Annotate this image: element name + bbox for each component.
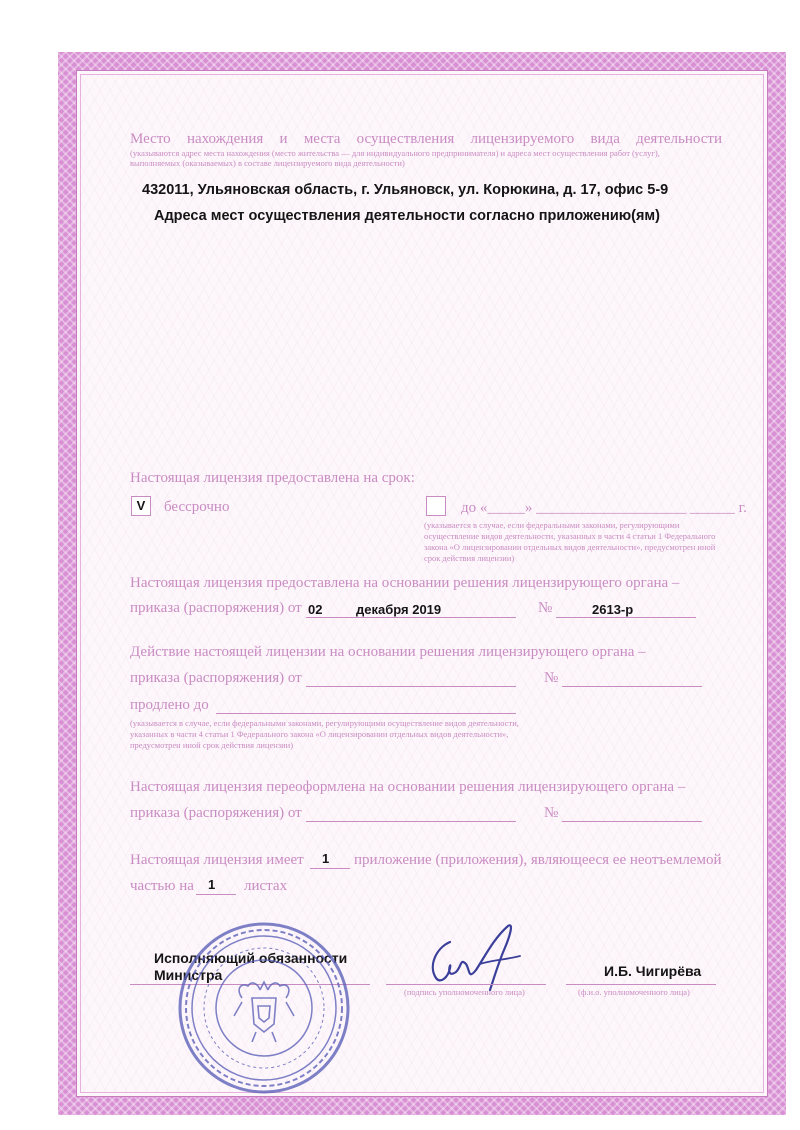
grant-order-month-year: декабря 2019 (356, 602, 442, 617)
appendix-line1-prefix: Настоящая лицензия имеет (130, 852, 304, 868)
location-title: Место нахождения и места осуществления лицензируемого вида деятельности (130, 131, 722, 147)
until-date-label: до «_____» ____________________ ______ г. (461, 500, 747, 516)
appendix-line1-suffix: приложение (приложения), являющееся ее неотъемлемой (354, 852, 722, 868)
appendix-line2-prefix: частью на (130, 878, 194, 894)
extended-until-line (216, 713, 516, 714)
location-note-line2: выполняемых (оказываемых) в составе лицензируемого вида деятельности) (130, 158, 405, 168)
appendix-count-line (310, 868, 350, 869)
handwritten-signature (410, 920, 530, 992)
until-date-checkbox (426, 496, 446, 516)
signatory-name: И.Б. Чигирёва (604, 963, 702, 979)
extension-order-label: приказа (распоряжения) от (130, 670, 302, 686)
official-stamp (176, 920, 352, 1096)
appendix-sheets-line (196, 894, 236, 895)
indefinite-label: бессрочно (164, 499, 230, 515)
grant-number-line (556, 617, 696, 618)
indefinite-checkbox: V (131, 496, 151, 516)
extension-number-line (562, 686, 702, 687)
name-line (566, 984, 716, 985)
addresses-appendix-line: Адреса мест осуществления деятельности согласно приложению(ям) (154, 208, 660, 224)
term-label: Настоящая лицензия предоставлена на срок: (130, 470, 415, 486)
location-note-line1: (указываются адрес места нахождения (место жительства — для индивидуального предпринимателя) и адреса мест осуществления работ (услуг), (130, 148, 660, 158)
reissue-number-line (562, 821, 702, 822)
grant-order-day: 02 (308, 602, 323, 617)
address-line: 432011, Ульяновская область, г. Ульяновск, ул. Корюкина, д. 17, офис 5-9 (142, 182, 669, 198)
extension-date-line (306, 686, 516, 687)
name-note: (ф.и.о. уполномоченного лица) (578, 987, 690, 997)
until-date-note: (указывается в случае, если федеральными законами, регулирующими осуществление видов деятельности, указанных в части 4 статьи 1 Федерального закона «О лицензировании отдельных видов деятельности», предусмотрен иной срок действия лицензии) (424, 520, 716, 563)
grant-order-number: 2613-р (592, 602, 634, 617)
reissue-date-line (306, 821, 516, 822)
signatory-position: Исполняющий обязанности Министра (154, 950, 348, 983)
coat-of-arms-eagle (234, 982, 294, 1042)
appendix-count: 1 (322, 851, 330, 866)
appendix-line2-suffix: листах (244, 878, 288, 894)
grant-date-line (306, 617, 516, 618)
grant-basis-line: Настоящая лицензия предоставлена на основании решения лицензирующего органа – (130, 575, 680, 591)
extended-until-label: продлено до (130, 697, 209, 713)
extension-note: (указывается в случае, если федеральными законами, регулирующими осуществление видов деятельности, указанных в части 4 статьи 1 Федерального закона «О лицензировании отдельных видов деятельности», предусмотрен иной срок действия лицензии) (130, 718, 519, 750)
grant-number-label: № (538, 600, 553, 616)
signature-line (386, 984, 546, 985)
extension-basis-line: Действие настоящей лицензии на основании решения лицензирующего органа – (130, 644, 646, 660)
extension-number-label: № (544, 670, 559, 686)
reissue-basis-line: Настоящая лицензия переоформлена на основании решения лицензирующего органа – (130, 779, 686, 795)
reissue-order-label: приказа (распоряжения) от (130, 805, 302, 821)
signature-note: (подпись уполномоченного лица) (404, 987, 525, 997)
appendix-sheets: 1 (208, 877, 216, 892)
grant-order-label: приказа (распоряжения) от (130, 600, 302, 616)
reissue-number-label: № (544, 805, 559, 821)
